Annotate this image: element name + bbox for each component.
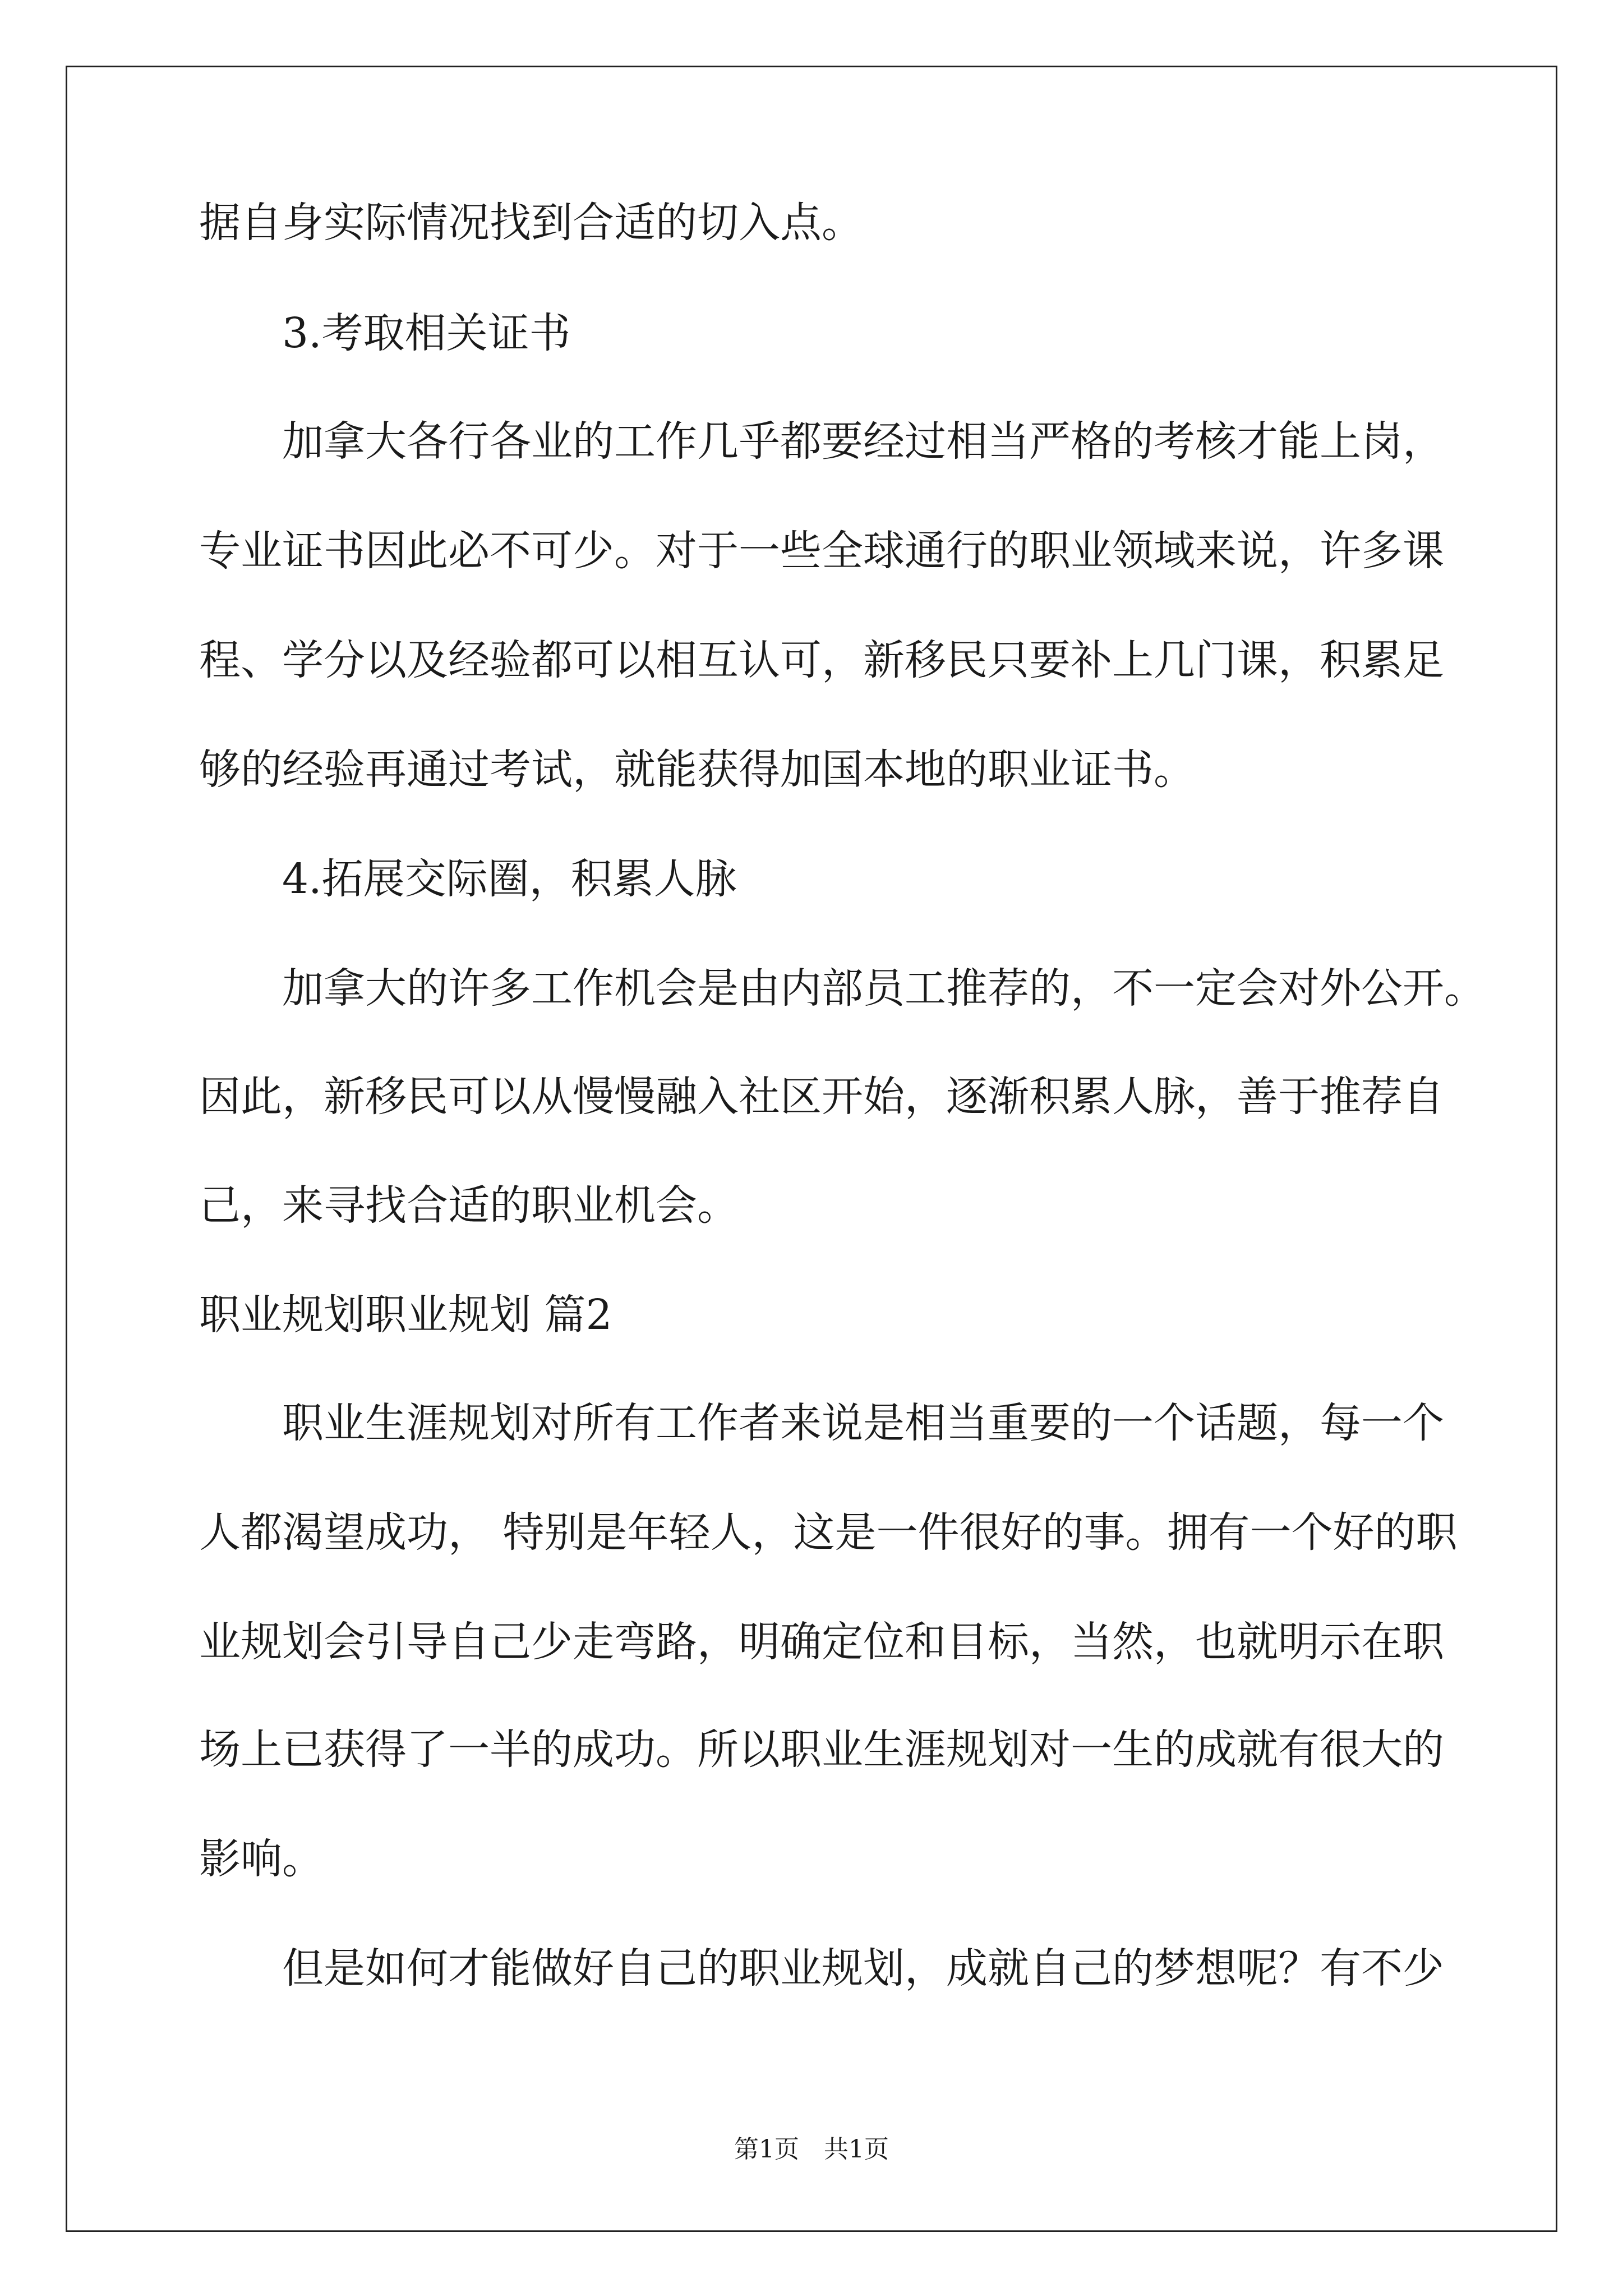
- page-number: 第1页: [734, 2135, 799, 2164]
- text-line: 程、学分以及经验都可以相互认可，新移民只要补上几门课，积累足: [199, 636, 1444, 684]
- text-line: 人都渴望成功， 特别是年轻人，这是一件很好的事。拥有一个好的职: [199, 1508, 1458, 1557]
- text-line: 影响。: [199, 1835, 324, 1883]
- article-title: 职业规划职业规划 篇2: [199, 1291, 612, 1339]
- text-line: 加拿大的许多工作机会是由内部员工推荐的，不一定会对外公开。: [282, 964, 1486, 1013]
- page-total: 共1页: [824, 2135, 889, 2164]
- text-line: 但是如何才能做好自己的职业规划，成就自己的梦想呢？有不少: [282, 1944, 1444, 1993]
- text-line: 职业生涯规划对所有工作者来说是相当重要的一个话题，每一个: [282, 1399, 1444, 1447]
- page-footer: [0, 2129, 1623, 2165]
- text-line: 专业证书因此必不可少。对于一些全球通行的职业领域来说，许多课: [199, 527, 1444, 575]
- text-line: 据自身实际情况找到合适的切入点。: [199, 199, 863, 247]
- section-heading: 4.拓展交际圈，积累人脉: [282, 855, 737, 903]
- text-line: 业规划会引导自己少走弯路，明确定位和目标，当然，也就明示在职: [199, 1618, 1444, 1666]
- text-line: 因此，新移民可以从慢慢融入社区开始，逐渐积累人脉，善于推荐自: [199, 1073, 1444, 1121]
- text-line: 加拿大各行各业的工作几乎都要经过相当严格的考核才能上岗，: [282, 417, 1444, 466]
- section-heading: 3.考取相关证书: [282, 309, 571, 357]
- text-line: 够的经验再通过考试，就能获得加国本地的职业证书。: [199, 746, 1195, 794]
- text-line: 己，来寻找合适的职业机会。: [199, 1181, 739, 1230]
- page-border: [66, 66, 1557, 2232]
- text-line: 场上已获得了一半的成功。所以职业生涯规划对一生的成就有很大的: [199, 1726, 1444, 1774]
